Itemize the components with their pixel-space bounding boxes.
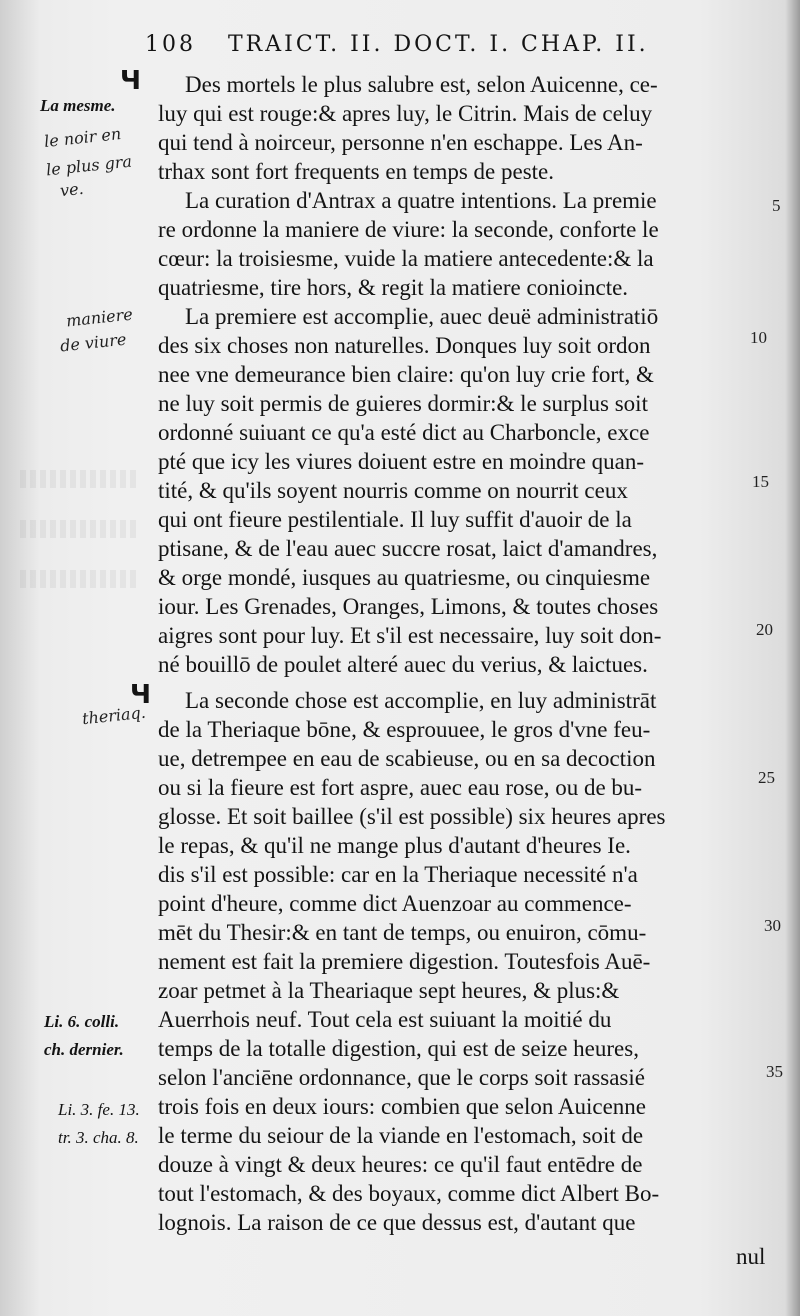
text-line: de la Theriaque bōne, & esprouuee, le gros d'vne feu- <box>158 717 651 742</box>
line-number: 35 <box>766 1062 783 1081</box>
handwritten-note: le noir en <box>43 124 123 151</box>
running-head <box>0 32 800 62</box>
text-line: nee vne demeurance bien claire: qu'on luy crie fort, & <box>158 362 654 387</box>
text-line: trois fois en deux iours: combien que selon Auicenne <box>158 1094 647 1119</box>
text-line: né bouillō de poulet alteré auec du verius, & laictues. <box>158 652 648 677</box>
text-line: re ordonne la maniere de viure: la seconde, conforte le <box>158 217 659 242</box>
text-line: pté que icy les viures doiuent estre en moindre quan- <box>158 449 645 474</box>
text-line: La curation d'Antrax a quatre intentions. La premie <box>185 188 657 213</box>
text-line: tité, & qu'ils soyent nourris comme on nourrit ceux <box>158 478 628 503</box>
catchword: nul <box>736 1244 766 1269</box>
margin-note: Li. 3. fe. 13. <box>58 1100 140 1119</box>
text-line: Auerrhois neuf. Tout cela est suiuant la moitié du <box>158 1007 612 1032</box>
handwritten-note: ve. <box>59 178 85 201</box>
text-line: & orge mondé, iusques au quatriesme, ou cinquiesme <box>158 565 651 590</box>
text-line: lognois. La raison de ce que dessus est, d'autant que <box>158 1210 636 1235</box>
text-line: dis s'il est possible: car en la Theriaque necessité n'a <box>158 862 638 887</box>
margin-note: La mesme. <box>40 96 116 115</box>
text-line: temps de la totalle digestion, qui est de seize heures, <box>158 1036 639 1061</box>
text-line: le terme du seiour de la viande en l'estomach, soit de <box>158 1123 644 1148</box>
text-line: des six choses non naturelles. Donques luy soit ordon <box>158 333 651 358</box>
text-line: ne luy soit permis de guieres dormir:& le surplus soit <box>158 391 648 416</box>
text-line: La seconde chose est accomplie, en luy administrāt <box>185 688 657 713</box>
text-line: nement est fait la premiere digestion. Toutesfois Auē- <box>158 949 651 974</box>
text-line: selon l'anciēne ordonnance, que le corps soit rassasié <box>158 1065 645 1090</box>
text-line: ue, detrempee en eau de scabieuse, ou en sa decoction <box>158 746 656 771</box>
text-line: iour. Les Grenades, Oranges, Limons, & toutes choses <box>158 594 659 619</box>
text-line: ptisane, & de l'eau auec succre rosat, laict d'amandres, <box>158 536 658 561</box>
text-line: quatriesme, tire hors, & regit la matiere conioincte. <box>158 275 629 300</box>
text-line: aigres sont pour luy. Et s'il est necessaire, luy soit don- <box>158 623 662 648</box>
text-line: trhax sont fort frequents en temps de peste. <box>158 159 554 184</box>
handwritten-note: maniere <box>65 304 134 331</box>
text-line: douze à vingt & deux heures: ce qu'il faut entēdre de <box>158 1152 643 1177</box>
line-number: 25 <box>758 768 775 787</box>
text-line: qui tend à noirceur, personne n'en eschappe. Les An- <box>158 130 643 155</box>
text-line: La premiere est accomplie, auec deuë administratiō <box>185 304 659 329</box>
margin-note: tr. 3. cha. 8. <box>58 1128 139 1147</box>
page-number: 108 <box>145 32 196 57</box>
text-line: ordonné suiuant ce qu'a esté dict au Charboncle, exce <box>158 420 650 445</box>
text-line: point d'heure, comme dict Auenzoar au commence- <box>158 891 632 916</box>
handwritten-note: de viure <box>59 329 128 356</box>
text-line: glosse. Et soit baillee (s'il est possible) six heures apres <box>158 804 666 829</box>
text-line: cœur: la troisiesme, vuide la matiere antecedente:& la <box>158 246 654 271</box>
text-line: luy qui est rouge:& apres luy, le Citrin. Mais de celuy <box>158 101 653 126</box>
text-line: tout l'estomach, & des boyaux, comme dict Albert Bo- <box>158 1181 660 1206</box>
line-number: 5 <box>772 196 781 215</box>
handwritten-note: theriaq. <box>81 702 147 729</box>
line-number: 30 <box>764 916 781 935</box>
line-number: 10 <box>750 328 767 347</box>
text-line: le repas, & qu'il ne mange plus d'autant d'heures Ie. <box>158 833 631 858</box>
bleed-through-mark <box>20 570 140 588</box>
text-line: mēt du Thesir:& en tant de temps, ou enuiron, cōmu- <box>158 920 647 945</box>
margin-note: ch. dernier. <box>44 1040 124 1059</box>
text-line: qui ont fieure pestilentiale. Il luy suffit d'auoir de la <box>158 507 632 532</box>
margin-note: Li. 6. colli. <box>44 1012 120 1031</box>
bleed-through-mark <box>20 520 140 538</box>
handwritten-note: le plus gra <box>45 151 133 180</box>
text-line: Des mortels le plus salubre est, selon Auicenne, ce- <box>185 72 658 97</box>
line-number: 15 <box>752 472 769 491</box>
running-title: TRAICT. II. DOCT. I. CHAP. II. <box>228 32 649 57</box>
text-line: zoar petmet à la Theariaque sept heures, & plus:& <box>158 978 620 1003</box>
text-line: ou si la fieure est fort aspre, auec eau rose, ou de bu- <box>158 775 643 800</box>
paragraph-mark: Ч <box>130 680 152 710</box>
bleed-through-mark <box>20 470 140 488</box>
paragraph-mark: Ч <box>120 66 142 96</box>
line-number: 20 <box>756 620 773 639</box>
